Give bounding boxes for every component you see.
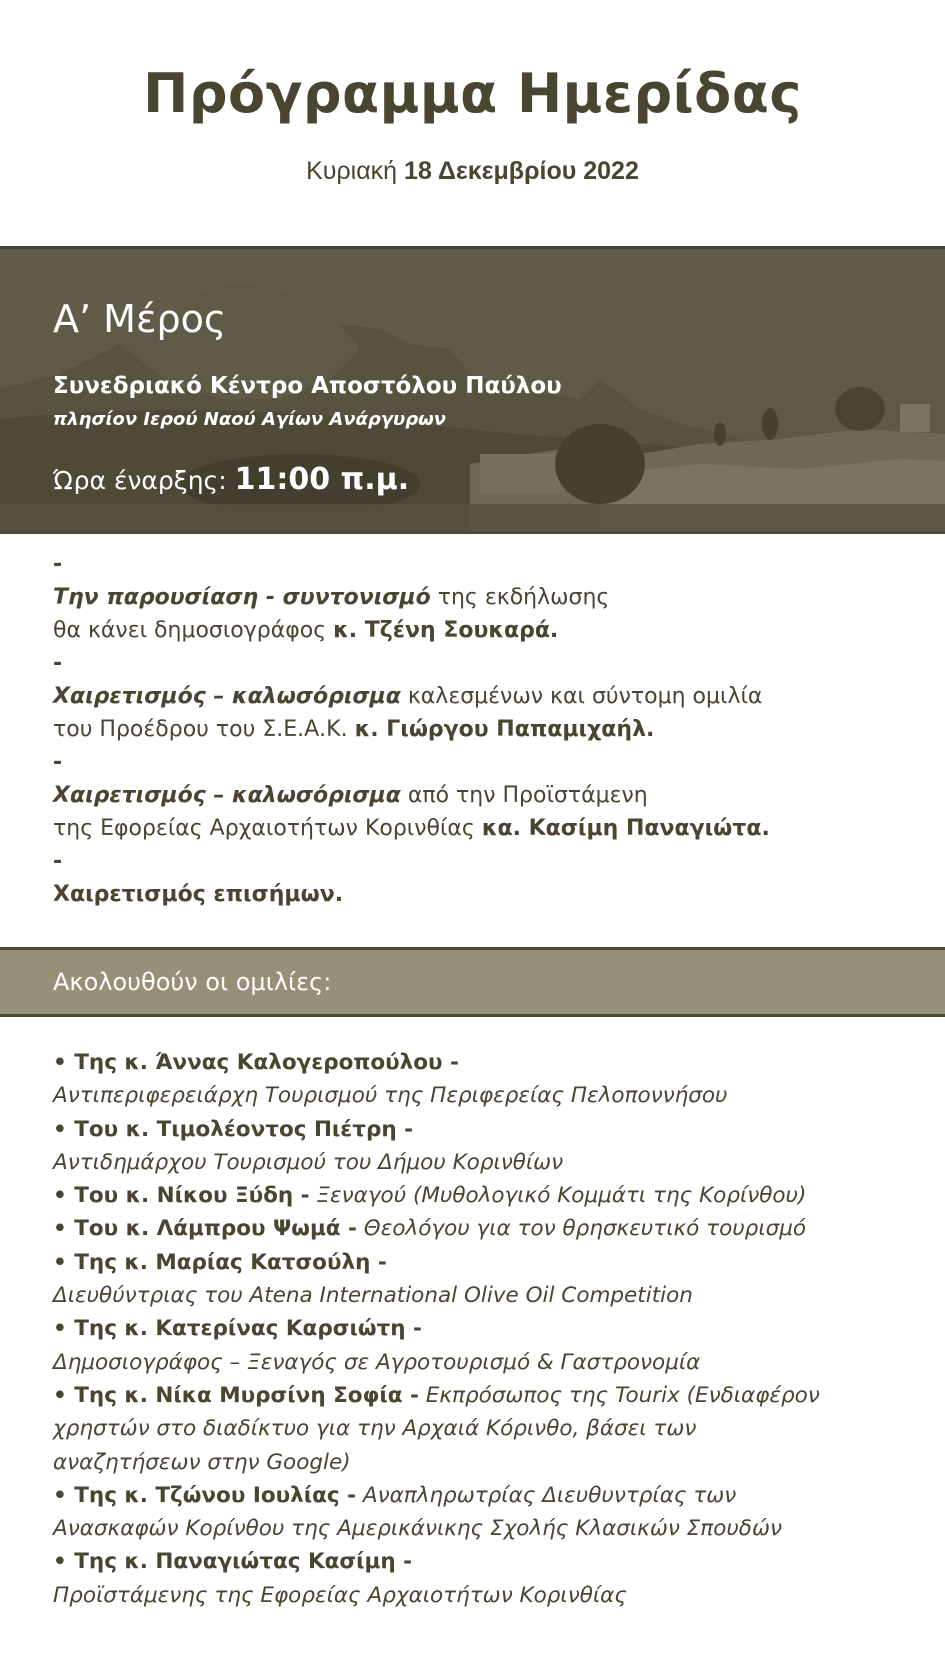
talks-list (53, 1046, 933, 1612)
start-time-value: 11:00 π.μ. (234, 462, 410, 497)
speaker-name: • Της κ. Τζώνου Ιουλίας - (53, 1482, 357, 1508)
speaker-name: • Της κ. Κατερίνας Καρσιώτη - (53, 1316, 422, 1342)
speaker-name: • Της κ. Νίκα Μυρσίνη Σοφία - (53, 1382, 419, 1408)
talk-item (53, 1113, 933, 1146)
start-time-label: Ώρα έναρξης: (53, 466, 227, 495)
intro-item-text: καλεσμένων και σύντομη ομιλία (400, 684, 763, 709)
speaker-role-line: Αντιδημάρχου Τουρισμού του Δήμου Κορινθίων (53, 1149, 564, 1175)
venue-name: Συνεδριακό Κέντρο Αποστόλου Παύλου (53, 373, 562, 399)
talk-item (53, 1379, 933, 1412)
intro-item-person: κ. Τζένη Σουκαρά. (333, 618, 559, 643)
speaker-role-line: Αντιπεριφερειάρχη Τουρισμού της Περιφερείας Πελοποννήσου (53, 1083, 728, 1109)
separator-dash: - (53, 750, 63, 775)
date-full: 18 Δεκεμβρίου 2022 (404, 157, 639, 185)
intro-item-3-line-1 (53, 779, 913, 812)
intro-item-text: της εκδήλωσης (430, 585, 610, 610)
intro-item-person: κ. Γιώργου Παπαμιχαήλ. (354, 717, 655, 742)
page-title: Πρόγραμμα Ημερίδας (143, 62, 802, 125)
talk-item (53, 1545, 933, 1578)
speaker-role-line: Διευθύντριας του Atena International Olive Oil Competition (53, 1283, 693, 1309)
intro-list (53, 548, 913, 911)
intro-item-text: του Προέδρου του Σ.Ε.Α.Κ. (53, 717, 355, 742)
speaker-name: • Του κ. Λάμπρου Ψωμά - (53, 1216, 357, 1242)
event-date (0, 157, 945, 186)
talk-item (53, 1046, 933, 1079)
speaker-role: Εκπρόσωπος της Tourix (Ενδιαφέρον (418, 1382, 820, 1408)
speaker-role: Θεολόγου για τον θρησκευτικό τουρισμό (356, 1216, 807, 1242)
intro-item-1-line-2 (53, 614, 913, 647)
intro-item-text: της Εφορείας Αρχαιοτήτων Κορινθίας (53, 816, 482, 841)
intro-item-4: Χαιρετισμός επισήμων. (53, 882, 344, 907)
intro-item-2-line-1 (53, 680, 913, 713)
talks-section-band (0, 947, 945, 1017)
start-time (53, 462, 409, 497)
speaker-role: Αναπληρωτρίας Διευθυντρίας των (356, 1482, 737, 1508)
intro-item-3-line-2 (53, 812, 913, 845)
speaker-role-line: χρηστών στο διαδίκτυο για την Αρχαιά Κόρινθο, βάσει των (53, 1416, 697, 1442)
speaker-name: • Της κ. Άννας Καλογεροπούλου - (53, 1050, 459, 1075)
speaker-role-line: Ανασκαφών Κορίνθου της Αμερικάνικης Σχολής Κλασικών Σπουδών (53, 1516, 782, 1542)
speaker-role-line: αναζητήσεων στην Google) (53, 1449, 351, 1475)
speaker-role-line: Προϊστάμενης της Εφορείας Αρχαιοτήτων Κορινθίας (53, 1582, 627, 1608)
date-day: Κυριακή (306, 157, 398, 185)
speaker-name: • Της κ. Παναγιώτας Κασίμη - (53, 1549, 413, 1575)
separator-dash: - (53, 849, 63, 874)
header (0, 0, 945, 246)
talk-item (53, 1179, 933, 1212)
intro-item-2-line-2 (53, 713, 913, 746)
separator-dash: - (53, 552, 63, 577)
talk-item (53, 1312, 933, 1345)
speaker-name: • Της κ. Μαρίας Κατσούλη - (53, 1249, 387, 1275)
speaker-role-line: Δημοσιογράφος – Ξεναγός σε Αγροτουρισμό & Γαστρονομία (53, 1349, 701, 1375)
intro-item-person: κα. Κασίμη Παναγιώτα. (481, 816, 770, 841)
talk-item (53, 1479, 933, 1512)
intro-item-1-line-1 (53, 581, 913, 614)
part-a-banner (0, 246, 945, 534)
intro-item-emphasis: Χαιρετισμός – καλωσόρισμα (53, 684, 401, 709)
venue-location: πλησίον Ιερού Ναού Αγίων Ανάργυρων (53, 409, 447, 430)
part-heading: Α’ Μέρος (53, 297, 227, 341)
intro-item-emphasis: Την παρουσίαση - συντονισμό (53, 585, 431, 610)
intro-item-text: θα κάνει δημοσιογράφος (53, 618, 334, 643)
intro-item-text: από την Προϊστάμενη (400, 783, 648, 808)
talk-item (53, 1246, 933, 1279)
speaker-name: • Του κ. Τιμολέοντος Πιέτρη - (53, 1116, 414, 1142)
speaker-role: Ξεναγού (Μυθολογικό Κομμάτι της Κορίνθου) (309, 1183, 807, 1209)
talk-item (53, 1212, 933, 1245)
speaker-name: • Του κ. Νίκου Ξύδη - (53, 1183, 310, 1209)
intro-item-emphasis: Χαιρετισμός – καλωσόρισμα (53, 783, 401, 808)
separator-dash: - (53, 651, 63, 676)
talks-section-heading: Ακολουθούν οι ομιλίες: (53, 968, 332, 996)
